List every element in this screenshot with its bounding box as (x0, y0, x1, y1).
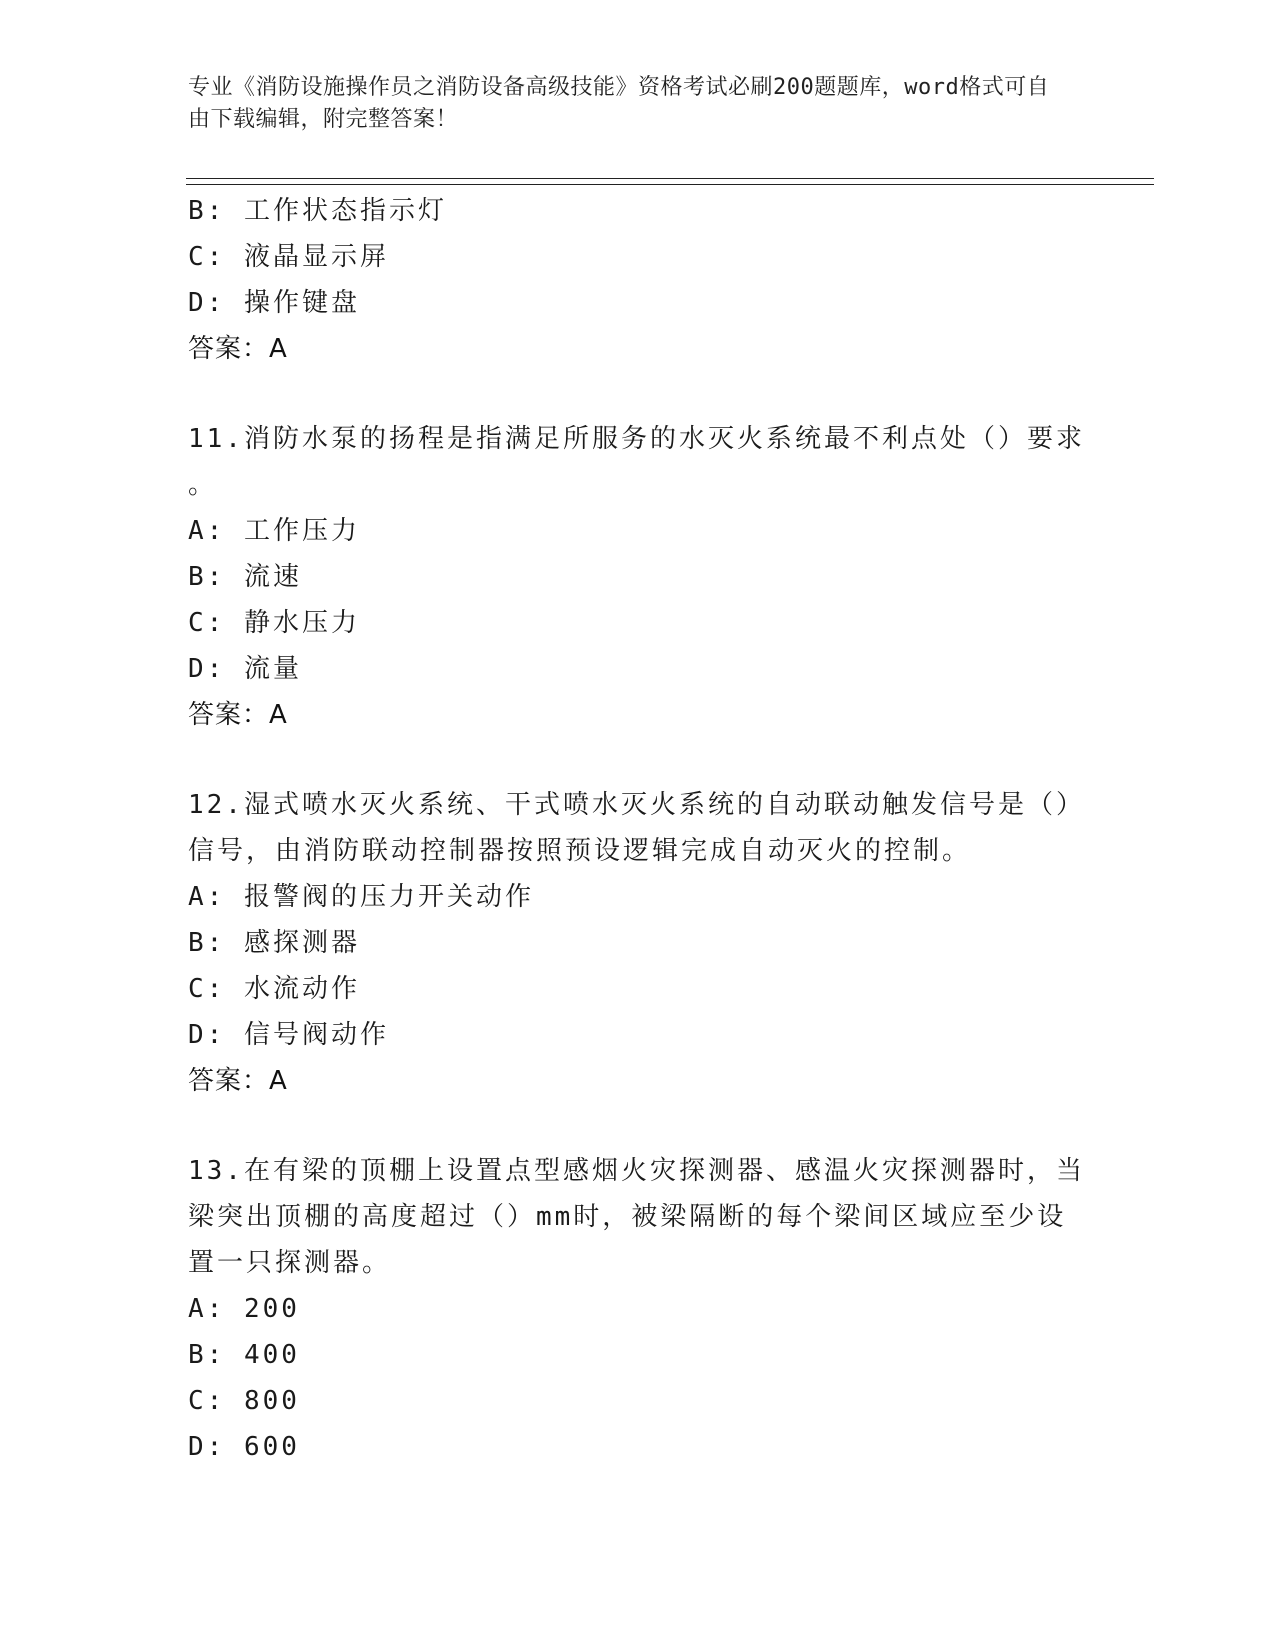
answer: 答案：A (188, 334, 288, 364)
header-rule-top (186, 178, 1154, 179)
spacer (188, 372, 1088, 416)
question-text-line-2: 梁突出顶棚的高度超过（）mm时，被梁隔断的每个梁间区域应至少设 (188, 1202, 1067, 1232)
question-list (188, 188, 1088, 1470)
option-d: D: 信号阀动作 (188, 1020, 389, 1050)
option-c: C: 水流动作 (188, 974, 360, 1004)
spacer (188, 1104, 1088, 1148)
question-13 (188, 1148, 1088, 1470)
option-a: A: 报警阀的压力开关动作 (188, 882, 534, 912)
spacer (188, 738, 1088, 782)
question-text-line-1: 12.湿式喷水灭火系统、干式喷水灭火系统的自动联动触发信号是（） (188, 790, 1085, 820)
option-a: A: 工作压力 (188, 516, 360, 546)
question-text-line-1: 13.在有梁的顶棚上设置点型感烟火灾探测器、感温火灾探测器时，当 (188, 1156, 1085, 1186)
option-b: B: 感探测器 (188, 928, 360, 958)
option-c: C: 800 (188, 1386, 300, 1416)
option-b: B: 工作状态指示灯 (188, 196, 447, 226)
option-b: B: 流速 (188, 562, 302, 592)
document-header: 专业《消防设施操作员之消防设备高级技能》资格考试必刷200题题库，word格式可自由下载编辑，附完整答案！ (188, 75, 1050, 132)
question-text-line-2: 信号，由消防联动控制器按照预设逻辑完成自动灭火的控制。 (188, 836, 972, 866)
option-d: D: 600 (188, 1432, 300, 1462)
answer: 答案：A (188, 1066, 288, 1096)
option-c: C: 液晶显示屏 (188, 242, 389, 272)
option-c: C: 静水压力 (188, 608, 360, 638)
answer: 答案：A (188, 700, 288, 730)
option-d: D: 操作键盘 (188, 288, 360, 318)
question-text-line-1: 11.消防水泵的扬程是指满足所服务的水灭火系统最不利点处（）要求 (188, 424, 1085, 454)
question-12 (188, 782, 1088, 1104)
option-d: D: 流量 (188, 654, 302, 684)
header-rule-bottom (186, 184, 1154, 185)
question-11 (188, 416, 1088, 738)
question-text-line-3: 置一只探测器。 (188, 1248, 392, 1278)
question-text-line-2: 。 (188, 470, 218, 500)
option-a: A: 200 (188, 1294, 300, 1324)
option-b: B: 400 (188, 1340, 300, 1370)
question-10 (188, 188, 1088, 372)
